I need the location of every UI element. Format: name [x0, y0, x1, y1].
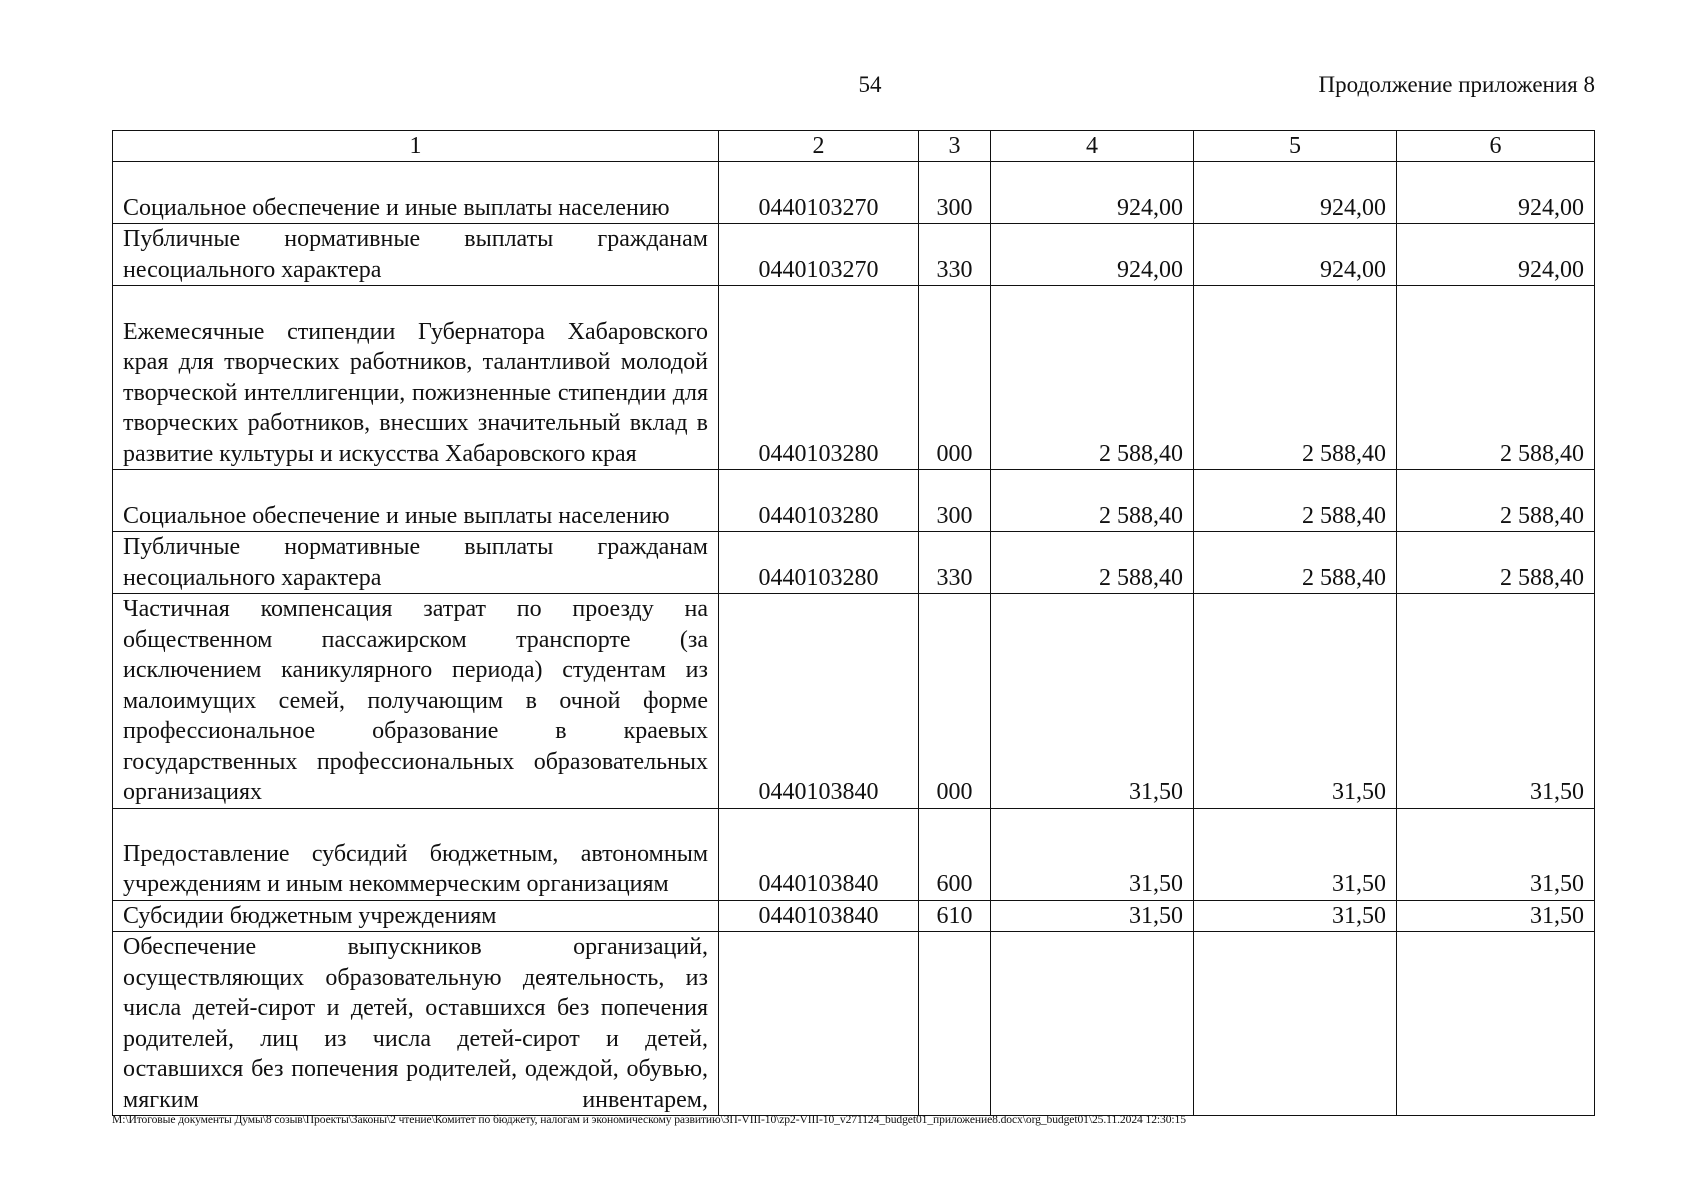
table-row: [113, 162, 1595, 224]
column-header: 4: [991, 131, 1194, 162]
target-article-code: 0440103840: [719, 900, 919, 932]
amount-col5: 924,00: [1194, 162, 1397, 224]
expense-name: Социальное обеспечение и иные выплаты населению: [113, 470, 719, 532]
target-article-code: [719, 932, 919, 1116]
target-article-code: 0440103840: [719, 594, 919, 809]
table-row: [113, 224, 1595, 286]
amount-col6: 2 588,40: [1397, 532, 1595, 594]
expense-name: Предоставление субсидий бюджетным, автономным учреждениям и иным некоммерческим организациям: [113, 808, 719, 900]
amount-col4: 31,50: [991, 900, 1194, 932]
column-header: 3: [919, 131, 991, 162]
amount-col6: 2 588,40: [1397, 470, 1595, 532]
expense-name: Публичные нормативные выплаты гражданам несоциального характера: [113, 532, 719, 594]
amount-col5: 31,50: [1194, 808, 1397, 900]
amount-col4: 2 588,40: [991, 286, 1194, 470]
amount-col5: 2 588,40: [1194, 470, 1397, 532]
target-article-code: 0440103280: [719, 286, 919, 470]
expense-name: Социальное обеспечение и иные выплаты населению: [113, 162, 719, 224]
table-row: [113, 932, 1595, 1116]
budget-table: [112, 130, 1595, 1116]
expense-type-code: [919, 932, 991, 1116]
column-header: 6: [1397, 131, 1595, 162]
amount-col4: 924,00: [991, 224, 1194, 286]
amount-col6: 2 588,40: [1397, 286, 1595, 470]
expense-type-code: 330: [919, 224, 991, 286]
column-header: 5: [1194, 131, 1397, 162]
amount-col6: 31,50: [1397, 808, 1595, 900]
table-row: [113, 594, 1595, 809]
amount-col4: 31,50: [991, 808, 1194, 900]
amount-col4: 2 588,40: [991, 532, 1194, 594]
target-article-code: 0440103840: [719, 808, 919, 900]
expense-type-code: 000: [919, 594, 991, 809]
amount-col5: 31,50: [1194, 594, 1397, 809]
expense-name: Ежемесячные стипендии Губернатора Хабаровского края для творческих работников, талантливой молодой творческой интеллигенции, пожизненные стипендии для творческих работников, внесших значительный вклад в развитие культуры и искусства Хабаровского края: [113, 286, 719, 470]
amount-col4: 924,00: [991, 162, 1194, 224]
target-article-code: 0440103270: [719, 162, 919, 224]
amount-col5: 2 588,40: [1194, 286, 1397, 470]
amount-col5: 31,50: [1194, 900, 1397, 932]
expense-name: Обеспечение выпускников организаций, осуществляющих образовательную деятельность, из числа детей-сирот и детей, оставшихся без попечения родителей, лиц из числа детей-сирот и детей, оставшихся без попечения родителей, одеждой, обувью, мягким инвентарем,: [113, 932, 719, 1116]
document-file-path: M:\Итоговые документы Думы\8 созыв\Проекты\Законы\2 чтение\Комитет по бюджету, налогам и экономическому развитию\ЗП-VIII-10\zp2-VIII-10_v271124_budget01_приложение8.docx\org_budget01\25.11.2024 12:30:15: [112, 1113, 1186, 1126]
amount-col4: 2 588,40: [991, 470, 1194, 532]
expense-type-code: 300: [919, 162, 991, 224]
expense-name: Публичные нормативные выплаты гражданам несоциального характера: [113, 224, 719, 286]
amount-col5: [1194, 932, 1397, 1116]
amount-col6: 924,00: [1397, 224, 1595, 286]
target-article-code: 0440103270: [719, 224, 919, 286]
amount-col6: 924,00: [1397, 162, 1595, 224]
amount-col6: [1397, 932, 1595, 1116]
expense-type-code: 600: [919, 808, 991, 900]
expense-type-code: 330: [919, 532, 991, 594]
expense-name: Частичная компенсация затрат по проезду на общественном пассажирском транспорте (за исключением каникулярного периода) студентам из малоимущих семей, получающим в очной форме профессиональное образование в краевых государственных профессиональных образовательных организациях: [113, 594, 719, 809]
table-row: [113, 900, 1595, 932]
amount-col4: 31,50: [991, 594, 1194, 809]
expense-type-code: 300: [919, 470, 991, 532]
amount-col4: [991, 932, 1194, 1116]
expense-type-code: 000: [919, 286, 991, 470]
amount-col5: 924,00: [1194, 224, 1397, 286]
column-number-row: [113, 131, 1595, 162]
table-row: [113, 532, 1595, 594]
amount-col6: 31,50: [1397, 900, 1595, 932]
column-header: 1: [113, 131, 719, 162]
table-row: [113, 470, 1595, 532]
column-header: 2: [719, 131, 919, 162]
page-number: 54: [858, 72, 882, 97]
table-row: [113, 286, 1595, 470]
target-article-code: 0440103280: [719, 470, 919, 532]
table-row: [113, 808, 1595, 900]
amount-col6: 31,50: [1397, 594, 1595, 809]
expense-name: Субсидии бюджетным учреждениям: [113, 900, 719, 932]
amount-col5: 2 588,40: [1194, 532, 1397, 594]
expense-type-code: 610: [919, 900, 991, 932]
target-article-code: 0440103280: [719, 532, 919, 594]
appendix-continuation-label: Продолжение приложения 8: [1318, 72, 1595, 97]
